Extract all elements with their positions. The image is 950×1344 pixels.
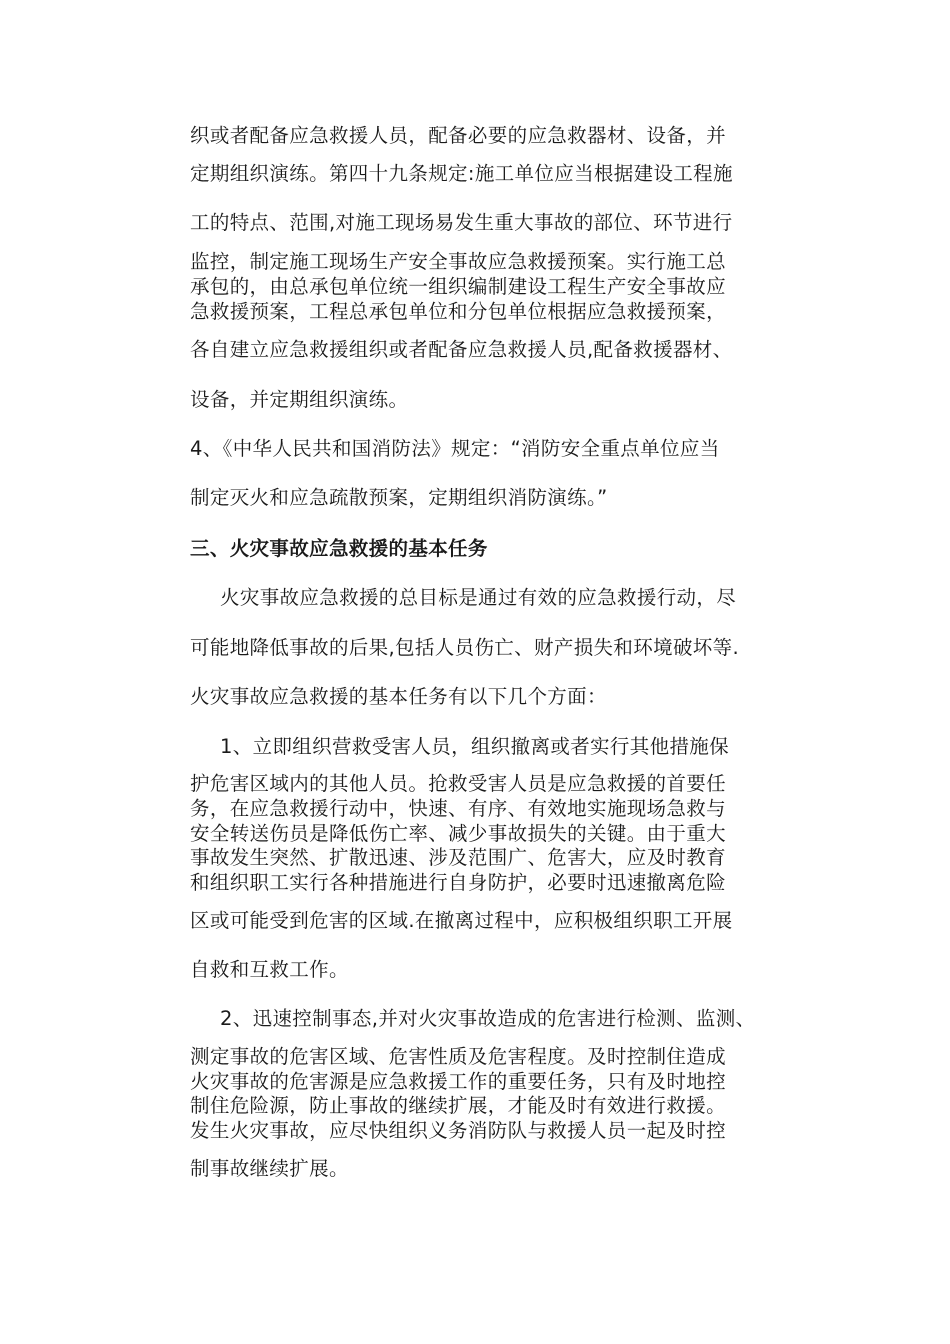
text-line: 制事故继续扩展。 bbox=[190, 1157, 349, 1180]
text-line: 4、《中华人民共和国消防法》规定：“消防安全重点单位应当 bbox=[190, 437, 720, 460]
text-line: 定期组织演练。第四十九条规定:施工单位应当根据建设工程施 bbox=[190, 162, 733, 185]
text-line: 事故发生突然、扩散迅速、涉及范围广、危害大，应及时教育 bbox=[190, 846, 726, 869]
text-line: 护危害区域内的其他人员。抢救受害人员是应急救援的首要任 bbox=[190, 772, 726, 795]
text-line: 务，在应急救援行动中，快速、有序、有效地实施现场急救与 bbox=[190, 797, 726, 820]
text-line: 区或可能受到危害的区域.在撤离过程中，应积极组织职工开展 bbox=[190, 909, 733, 932]
text-line: 可能地降低事故的后果,包括人员伤亡、财产损失和环境破坏等. bbox=[190, 636, 740, 659]
text-line: 1、立即组织营救受害人员，组织撤离或者实行其他措施保 bbox=[220, 735, 730, 758]
text-line: 设备，并定期组织演练。 bbox=[190, 388, 409, 411]
text-line: 火灾事故的危害源是应急救援工作的重要任务，只有及时地控 bbox=[190, 1070, 726, 1093]
text-line: 安全转送伤员是降低伤亡率、减少事故损失的关键。由于重大 bbox=[190, 822, 726, 845]
text-line: 承包的，由总承包单位统一组织编制建设工程生产安全事故应 bbox=[190, 275, 726, 298]
text-line: 测定事故的危害区域、危害性质及危害程度。及时控制住造成 bbox=[190, 1045, 726, 1068]
text-line: 急救援预案，工程总承包单位和分包单位根据应急救援预案， bbox=[190, 300, 726, 323]
text-line: 火灾事故应急救援的基本任务有以下几个方面： bbox=[190, 685, 607, 708]
text-line: 自救和互救工作。 bbox=[190, 958, 349, 981]
text-line: 织或者配备应急救援人员，配备必要的应急救器材、设备，并 bbox=[190, 124, 726, 147]
text-line: 发生火灾事故，应尽快组织义务消防队与救援人员一起及时控 bbox=[190, 1119, 726, 1142]
text-line: 制住危险源，防止事故的继续扩展，才能及时有效进行救援。 bbox=[190, 1094, 726, 1117]
text-line: 制定灭火和应急疏散预案，定期组织消防演练。” bbox=[190, 486, 608, 509]
text-line: 2、迅速控制事态,并对火灾事故造成的危害进行检测、监测、 bbox=[220, 1007, 756, 1030]
text-line: 和组织职工实行各种措施进行自身防护，必要时迅速撤离危险 bbox=[190, 871, 726, 894]
text-line: 火灾事故应急救援的总目标是通过有效的应急救援行动，尽 bbox=[220, 586, 737, 609]
text-line: 各自建立应急救援组织或者配备应急救援人员,配备救援器材、 bbox=[190, 338, 733, 361]
text-line: 工的特点、范围,对施工现场易发生重大事故的部位、环节进行 bbox=[190, 211, 733, 234]
section-heading: 三、火灾事故应急救援的基本任务 bbox=[190, 537, 488, 560]
text-line: 监控，制定施工现场生产安全事故应急救援预案。实行施工总 bbox=[190, 250, 726, 273]
